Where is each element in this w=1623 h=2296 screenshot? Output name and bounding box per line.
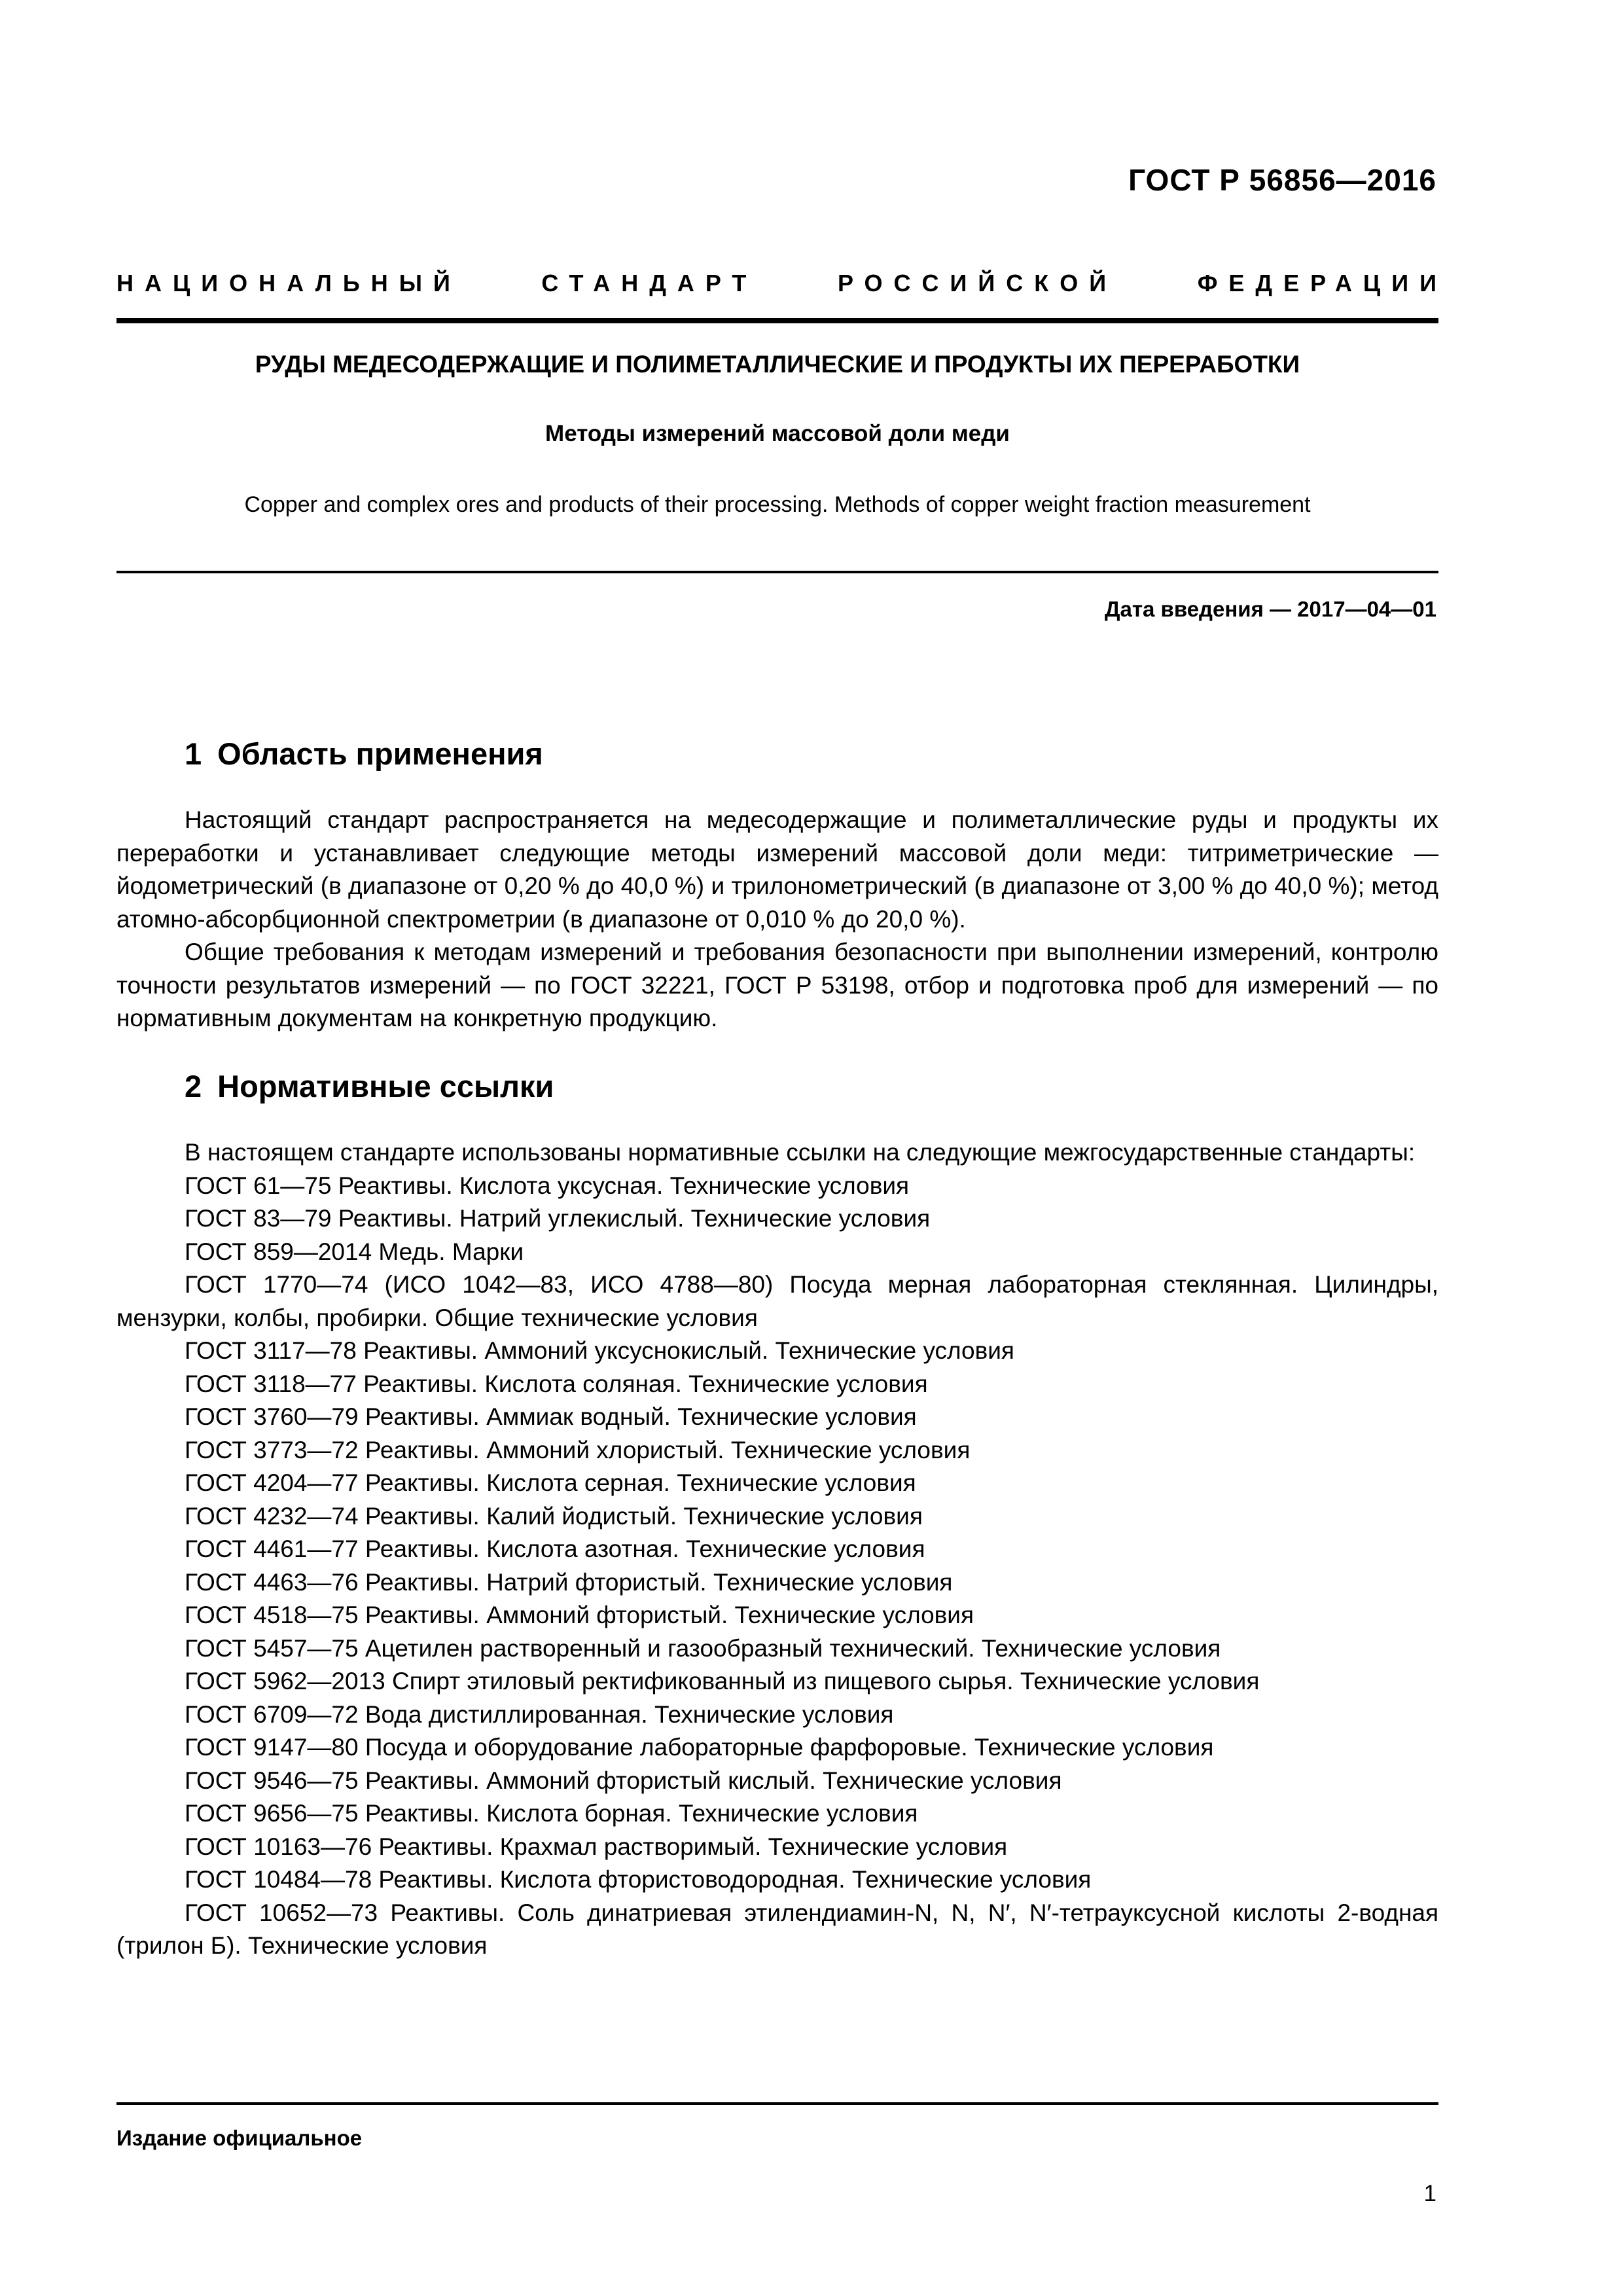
reference-item: ГОСТ 9546—75 Реактивы. Аммоний фтористый кислый. Технические условия bbox=[185, 1767, 1062, 1794]
reference-item: ГОСТ 1770—74 (ИСО 1042—83, ИСО 4788—80) Посуда мерная лабораторная стеклянная. Цилиндры, мензурки, колбы, пробирки. Общие технические условия bbox=[116, 1271, 1438, 1331]
reference-item: ГОСТ 6709—72 Вода дистиллированная. Технические условия bbox=[185, 1700, 894, 1728]
reference-item: ГОСТ 3117—78 Реактивы. Аммоний уксуснокислый. Технические условия bbox=[185, 1337, 1014, 1364]
reference-item: ГОСТ 9147—80 Посуда и оборудование лабораторные фарфоровые. Технические условия bbox=[185, 1734, 1214, 1761]
reference-item: ГОСТ 10163—76 Реактивы. Крахмал растворимый. Технические условия bbox=[185, 1833, 1008, 1860]
header-divider bbox=[116, 318, 1438, 323]
footer-divider bbox=[116, 2102, 1438, 2105]
normative-references-list bbox=[116, 1136, 1438, 1963]
reference-item: ГОСТ 10652—73 Реактивы. Соль динатриевая этилендиамин-N, N, N′, N′-тетрауксусной кислоты 2-водная (трилон Б). Технические условия bbox=[116, 1899, 1438, 1959]
official-edition-label: Издание официальное bbox=[116, 2126, 363, 2150]
paragraph: Общие требования к методам измерений и требования безопасности при выполнении измерений, контролю точности результатов измерений — по ГОСТ 32221, ГОСТ Р 53198, отбор и подготовка проб для измерений — по нормативным документам на конкретную продукцию. bbox=[116, 939, 1438, 1031]
reference-item: ГОСТ 10484—78 Реактивы. Кислота фтористоводородная. Технические условия bbox=[185, 1866, 1092, 1893]
reference-item: ГОСТ 5962—2013 Спирт этиловый ректификованный из пищевого сырья. Технические условия bbox=[185, 1668, 1260, 1695]
national-standard-word: ФЕДЕРАЦИИ bbox=[1197, 270, 1448, 296]
reference-item: ГОСТ 4232—74 Реактивы. Калий йодистый. Технические условия bbox=[185, 1502, 923, 1530]
reference-item: ГОСТ 859—2014 Медь. Марки bbox=[185, 1238, 524, 1265]
reference-item: ГОСТ 3773—72 Реактивы. Аммоний хлористый. Технические условия bbox=[185, 1436, 971, 1463]
reference-item: ГОСТ 83—79 Реактивы. Натрий углекислый. Технические условия bbox=[185, 1205, 931, 1232]
introduction-date: Дата введения — 2017—04—01 bbox=[1105, 597, 1436, 621]
reference-item: ГОСТ 3118—77 Реактивы. Кислота соляная. Технические условия bbox=[185, 1370, 928, 1397]
section-heading-references bbox=[185, 1068, 554, 1104]
reference-item: ГОСТ 3760—79 Реактивы. Аммиак водный. Технические условия bbox=[185, 1403, 917, 1430]
national-standard-word: НАЦИОНАЛЬНЫЙ bbox=[116, 270, 461, 296]
reference-item: ГОСТ 9656—75 Реактивы. Кислота борная. Технические условия bbox=[185, 1800, 918, 1827]
reference-item: ГОСТ 4461—77 Реактивы. Кислота азотная. Технические условия bbox=[185, 1535, 925, 1562]
section-body-scope bbox=[116, 804, 1438, 1035]
national-standard-heading bbox=[116, 270, 1448, 297]
page-number: 1 bbox=[1423, 2181, 1436, 2206]
section-heading-scope bbox=[185, 736, 543, 772]
section-number: 2 bbox=[185, 1069, 202, 1103]
national-standard-word: РОССИЙСКОЙ bbox=[837, 270, 1118, 296]
section-title: Область применения bbox=[217, 736, 543, 771]
document-subtitle: Методы измерений массовой доли меди bbox=[545, 421, 1010, 446]
national-standard-word: СТАНДАРТ bbox=[541, 270, 758, 296]
title-divider bbox=[116, 571, 1438, 573]
reference-item: ГОСТ 5457—75 Ацетилен растворенный и газообразный технический. Технические условия bbox=[185, 1634, 1221, 1662]
paragraph: Настоящий стандарт распространяется на медесодержащие и полиметаллические руды и продукты их переработки и устанавливает следующие методы измерений массовой доли меди: титриметрические — йодометрический (в диапазоне от 0,20 % до 40,0 %) и трилонометрический (в диапазоне от 3,00 % до 40,0 %); метод атомно-абсорбционной спектрометрии (в диапазоне от 0,010 % до 20,0 %). bbox=[116, 806, 1438, 933]
reference-item: ГОСТ 61—75 Реактивы. Кислота уксусная. Технические условия bbox=[185, 1172, 910, 1199]
reference-item: ГОСТ 4463—76 Реактивы. Натрий фтористый. Технические условия bbox=[185, 1568, 953, 1596]
document-code: ГОСТ Р 56856—2016 bbox=[1128, 163, 1436, 197]
reference-item: ГОСТ 4518—75 Реактивы. Аммоний фтористый. Технические условия bbox=[185, 1602, 974, 1628]
section-number: 1 bbox=[185, 736, 202, 771]
document-title-english: Copper and complex ores and products of their processing. Methods of copper weight fraction measurement bbox=[244, 492, 1311, 517]
section-title: Нормативные ссылки bbox=[217, 1069, 554, 1103]
references-lead: В настоящем стандарте использованы нормативные ссылки на следующие межгосударственные стандарты: bbox=[185, 1139, 1416, 1166]
reference-item: ГОСТ 4204—77 Реактивы. Кислота серная. Технические условия bbox=[185, 1469, 916, 1496]
document-title: РУДЫ МЕДЕСОДЕРЖАЩИЕ И ПОЛИМЕТАЛЛИЧЕСКИЕ И ПРОДУКТЫ ИХ ПЕРЕРАБОТКИ bbox=[255, 351, 1300, 378]
